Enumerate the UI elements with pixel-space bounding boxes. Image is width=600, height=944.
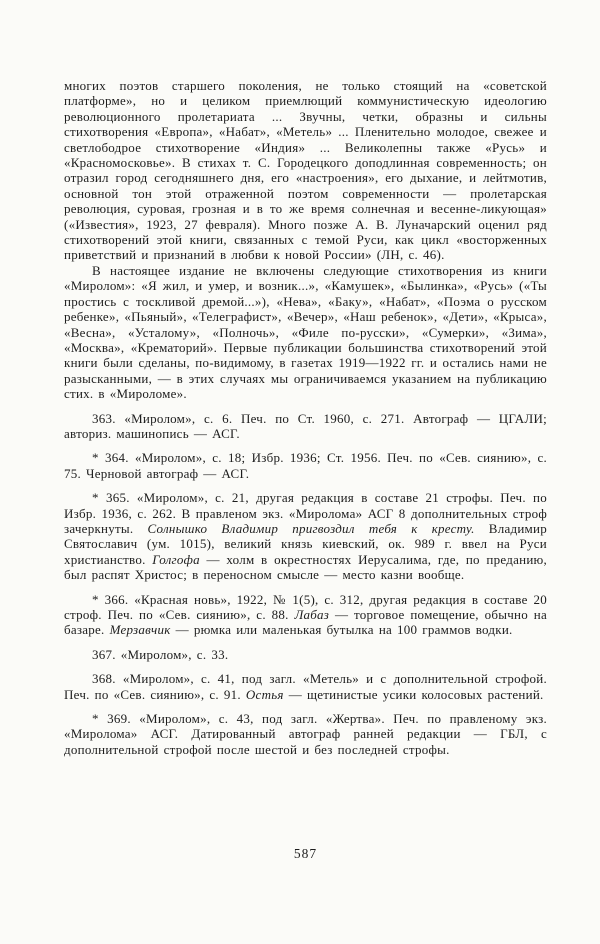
entry-363 bbox=[64, 411, 547, 442]
text-segment: * 364. «Миролом», с. 18; Избр. 1936; Ст. 1956. Печ. по «Сев. сиянию», с. 75. Черновой автограф — АСГ. bbox=[64, 450, 547, 481]
entry-368 bbox=[64, 671, 547, 702]
entry-365 bbox=[64, 490, 547, 582]
entry-366 bbox=[64, 592, 547, 638]
text-segment: 368. «Миролом», с. 41, под загл. «Метель» и с дополнительной строфой. Печ. по «Сев. сиянию», с. 91. bbox=[64, 671, 547, 702]
text-segment: — торговое помещение, обычно на базаре. bbox=[64, 607, 547, 638]
italic-term: Лабаз bbox=[294, 607, 330, 622]
text-segment: * 366. «Красная новь», 1922, № 1(5), с. 312, другая редакция в составе 20 строф. Печ. по «Сев. сиянию», с. 88. bbox=[64, 591, 547, 622]
paragraph-review-continuation bbox=[64, 78, 547, 263]
text-segment: — щетинистые усики колосовых растений. bbox=[283, 686, 544, 702]
page-number: 587 bbox=[293, 846, 318, 861]
text-block bbox=[64, 78, 547, 757]
text-segment: * 369. «Миролом», с. 43, под загл. «Жертва». Печ. по правленому экз. «Миролома» АСГ. Датированный автограф ранней редакции — ГБЛ, с дополнительной строфой после шестой и без последней строфы. bbox=[64, 711, 547, 757]
text-segment: В настоящее издание не включены следующие стихотворения из книги «Миролом»: «Я жил, и умер, и возник...», «Камушек», «Былинка», «Русь» («Ты простись с тоскливой дремой...»), «Нева», «Баку», «Набат», «Поэма о русском ребенке», «Пьяный», «Телеграфист», «Вечер», «Наш ребенок», «Дети», «Крыса», «Весна», «Усталому», «Полночь», «Филе по-русски», «Сумерки», «Зима», «Москва», «Крематорий». Первые публикации большинства стихотворений этой книги были сделаны, по-видимому, в газетах 1919—1922 гг. и остались нами не разысканными, — в этих случаях мы ограничиваемся указанием на публикацию стих. в «Мироломе». bbox=[64, 262, 547, 402]
text-segment: * 365. «Миролом», с. 21, другая редакция в составе 21 строфы. Печ. по Избр. 1936, с. 262. В правленом экз. «Миролома» АСГ 8 дополнительных строф зачеркнуты. bbox=[64, 490, 547, 536]
entry-367 bbox=[64, 647, 547, 662]
entry-364 bbox=[64, 450, 547, 481]
text-segment: — холм в окрестностях Иерусалима, где, по преданию, был распят Христос; в переносном смысле — место казни вообще. bbox=[64, 551, 547, 583]
italic-term: Голгофа bbox=[152, 551, 200, 567]
text-segment: — рюмка или маленькая бутылка на 100 граммов водки. bbox=[170, 622, 513, 638]
text-segment: многих поэтов старшего поколения, не только стоящий на «советской платформе», но и целиком приемлющий коммунистическую идеологию революционного пролетариата ... Звучны, четки, образны и сильны стихотворения «Европа», «Набат», «Метель» ... Пленительно молодое, свежее и светлободрое стихотворение «Индия» ... Великолепны также «Русь» и «Красномосковье». В стихах т. С. Городецкого доподлинная современность; он отразил город сегодняшнего дня, его «настроения», его дыхание, и лейтмотив, основной тон этой отраженной поэтом современности — пролетарская революция, суровая, грозная и в то же время солнечная и весенне-ликующая» («Известия», 1923, 27 февраля). Много позже А. В. Луначарский оценил ряд стихотворений этой книги, связанных с темой Руси, как цикл «восторженных приветствий и признаний в любви к новой России» (ЛН, с. 46). bbox=[64, 78, 547, 263]
paragraph-edition-note bbox=[64, 263, 547, 402]
italic-term: Солнышко Владимир пригвоздил тебя к кресту. bbox=[147, 520, 475, 536]
italic-term: Мерзавчик bbox=[109, 622, 171, 638]
text-segment: 367. «Миролом», с. 33. bbox=[92, 646, 229, 662]
entry-369 bbox=[64, 711, 547, 757]
text-segment: Владимир Святославич (ум. 1015), великий князь киевский, ок. 989 г. ввел на Руси христианство. bbox=[64, 520, 547, 567]
italic-term: Остья bbox=[245, 686, 284, 702]
text-segment: 363. «Миролом», с. 6. Печ. по Ст. 1960, с. 271. Автограф — ЦГАЛИ; авториз. машинопись — АСГ. bbox=[64, 410, 547, 441]
